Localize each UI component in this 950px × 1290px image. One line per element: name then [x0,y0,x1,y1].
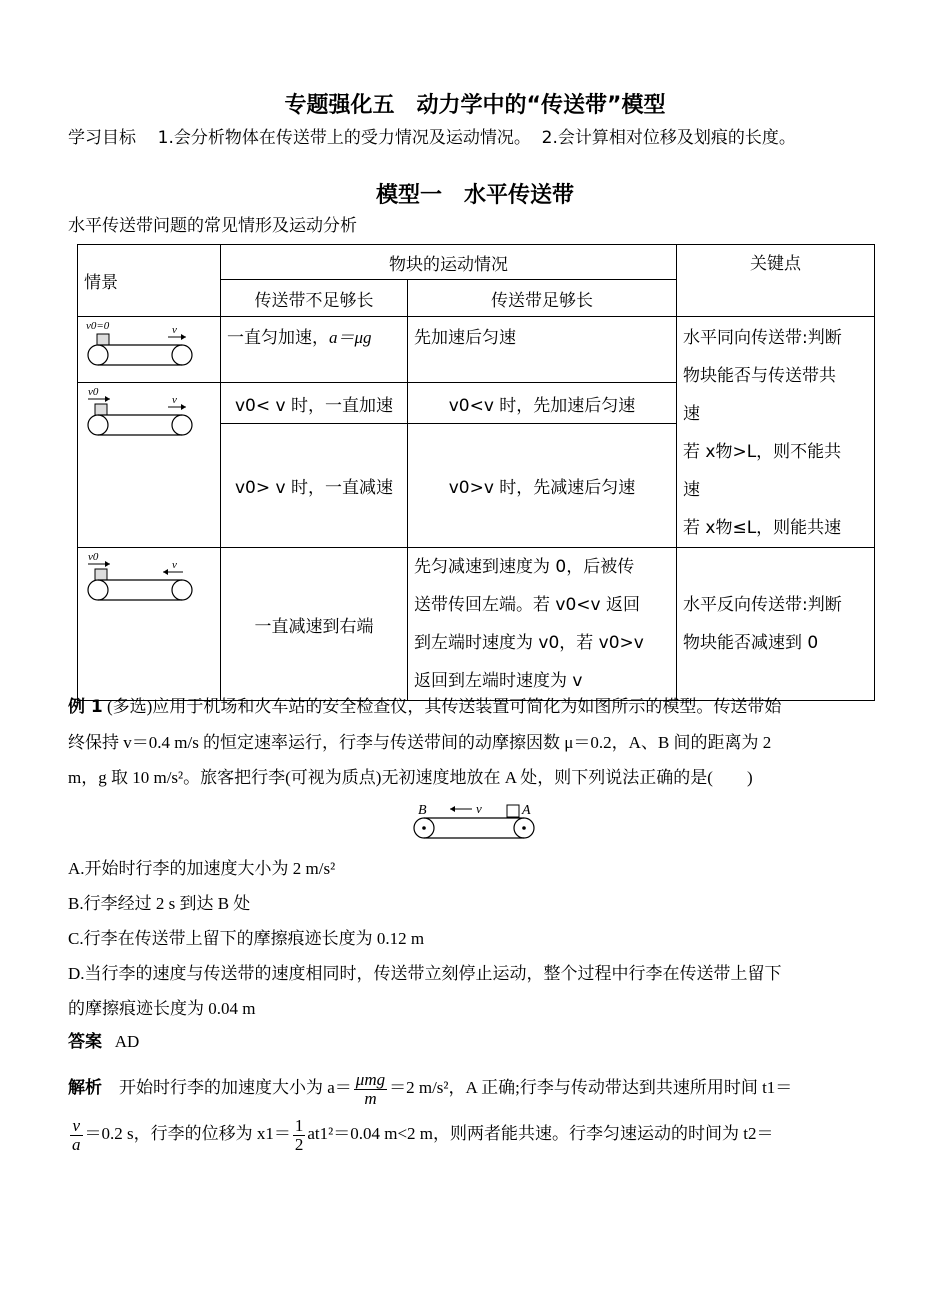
arrow-head [450,806,455,812]
option-d: D.当行李的速度与传送带的速度相同时，传送带立刻停止运动，整个过程中行李在传送带上留下 [68,964,782,983]
learning-goals [68,123,796,148]
goal-1: 1.会分析物体在传送带上的受力情况及运动情况。 [157,128,531,148]
arrow-head [105,561,110,567]
fig-label-B: B [418,803,427,818]
row1-short: 一直匀加速，a＝μg [221,317,408,383]
answer-label: 答案 [68,1032,102,1052]
row4-long: 先匀减速到速度为 0，后被传 送带传回左端。若 v0<v 返回 到左端时速度为 v0，若 v0>v 返回到左端时速度为 v [408,548,677,701]
row4-short: 一直减速到右端 [221,548,408,701]
table-subtitle: 水平传送带问题的常见情形及运动分析 [68,216,357,236]
option-b: B.行李经过 2 s 到达 B 处 [68,894,251,913]
fig-label-v0: v0 [88,386,99,398]
roller-right [172,345,192,365]
belt-diagram-2 [78,383,198,443]
arrow-head [105,396,110,402]
arrow-head [181,334,186,340]
key-opposite-direction: 水平反向传送带:判断 物块能否减速到 0 [677,548,875,701]
fig-label-v0: v0 [88,551,99,563]
fig-label-v: v [476,801,482,816]
answer-value: AD [114,1032,140,1051]
block [95,569,107,580]
analysis: 解析 开始时行李的加速度大小为 a＝ $\frac{\text{μmg}}{m}$ ＝2 m/s²，A 正确;行李与传动带达到共速所用时间 t1＝ $\frac{v}{a}$ ＝0.2 s，行李的位移为 x1＝ $\frac{1}{2}$ at1²＝0.04 m<2 m，则两者能共速。行李匀速运动的时间为 t2＝ [68,1069,793,1154]
roller-left [88,345,108,365]
scene-2-figure [78,383,221,548]
model-title: 模型一 水平传送带 [375,183,574,208]
scene-4-figure [78,548,221,701]
roller-axle [422,826,426,830]
row3-long: v0>v 时，先减速后匀速 [408,424,677,548]
example-1: 例 1 (多选)应用于机场和火车站的安全检查仪，其传送装置可简化为如图所示的模型。传送带始 终保持 v＝0.4 m/s 的恒定速率运行，行李与传送带间的动摩擦因数 μ＝0.2，A、B 间的距离为 2 m，g 取 10 m/s²。旅客把行李(可视为质点)无初速度地放在 A 处，则下列说法正确的是( ) [68,697,782,787]
block [97,334,109,345]
scene-1-figure [78,317,221,383]
header-short: 传送带不足够长 [221,280,408,317]
row3-short: v0> v 时，一直减速 [221,424,408,548]
fig-label-v: v [172,324,177,336]
belt-diagram-4 [78,548,198,610]
row2-short: v0< v 时，一直加速 [221,383,408,424]
luggage [507,805,519,817]
fig-label-v: v [172,394,177,406]
block [95,404,107,415]
page-title: 专题强化五 动力学中的“传送带”模型 [284,93,666,118]
roller-right [172,415,192,435]
row1-long: 先加速后匀速 [408,317,677,383]
header-long: 传送带足够长 [408,280,677,317]
roller-right [172,580,192,600]
header-motion: 物块的运动情况 [221,245,677,280]
belt-diagram-1 [78,317,198,377]
fig-label-v0-zero: v0=0 [86,320,110,332]
example-figure [410,797,540,843]
row2-long: v0<v 时，先加速后匀速 [408,383,677,424]
option-c: C.行李在传送带上留下的摩擦痕迹长度为 0.12 m [68,929,425,948]
goal-2: 2.会计算相对位移及划痕的长度。 [541,128,796,148]
roller-left [88,415,108,435]
roller-left [88,580,108,600]
goals-label: 学习目标 [68,128,136,148]
options-list [68,851,868,1026]
option-d-cont: 的摩擦痕迹长度为 0.04 m [68,999,256,1018]
header-scene: 情景 [78,245,221,317]
arrow-head [181,404,186,410]
key-same-direction: 水平同向传送带:判断 物块能否与传送带共 速 若 x物>L，则不能共 速 若 x物≤L，则能共速 [677,317,875,548]
fig-label-v: v [172,559,177,571]
example-label: 例 1 [68,697,103,717]
fig-label-A: A [522,803,531,818]
option-a: A.开始时行李的加速度大小为 2 m/s² [68,859,336,878]
analysis-label: 解析 [68,1078,102,1098]
example-tag: (多选) [107,697,153,716]
scenario-table [77,244,875,701]
arrow-head [163,569,168,575]
answer [68,1024,868,1060]
roller-axle [522,826,526,830]
header-key: 关键点 [677,245,875,317]
